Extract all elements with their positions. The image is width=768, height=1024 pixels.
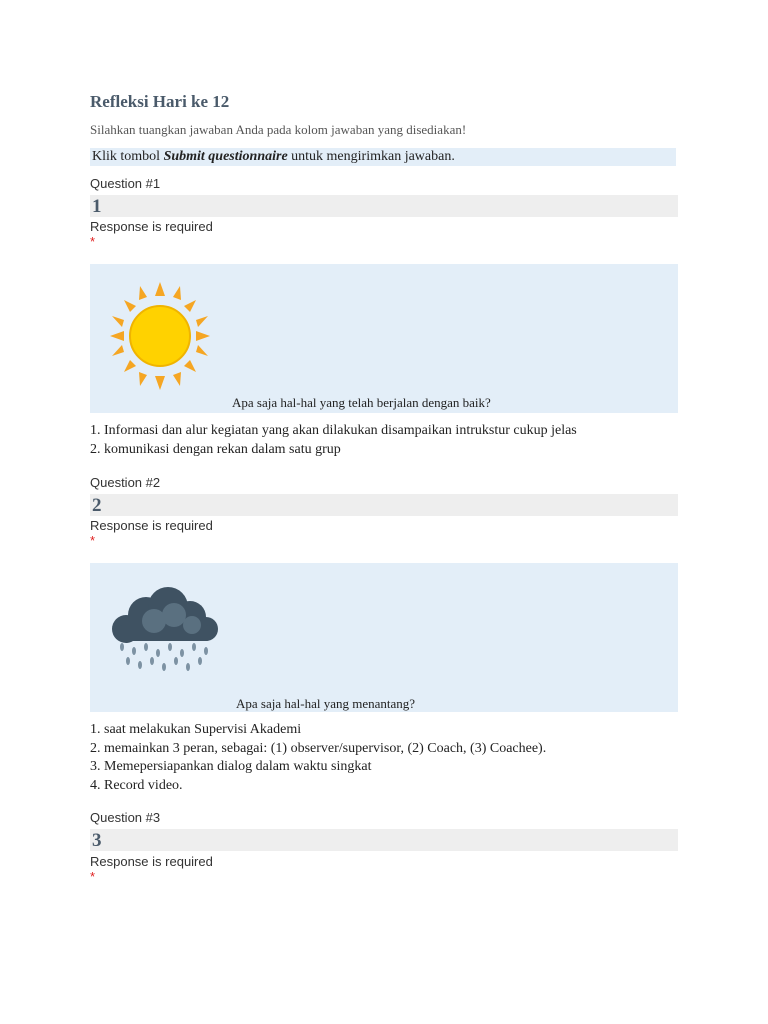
answer-line: 1. Informasi dan alur kegiatan yang akan dilakukan disampaikan intrukstur cukup jelas <box>90 423 577 438</box>
question-1-number: 1 <box>90 195 678 217</box>
question-2-number: 2 <box>90 494 678 516</box>
question-2-required-mark: * <box>90 533 96 548</box>
question-3-required-text: Response is required <box>90 854 213 869</box>
answer-line: 1. saat melakukan Supervisi Akademi <box>90 722 302 737</box>
answer-line: 2. komunikasi dengan rekan dalam satu grup <box>90 441 341 457</box>
question-3-required-mark: * <box>90 869 96 884</box>
question-2-prompt: Apa saja hal-hal yang menantang? <box>236 696 416 711</box>
question-2-required-text: Response is required <box>90 518 213 533</box>
question-2-answers <box>90 721 546 795</box>
page-title: Refleksi Hari ke 12 <box>90 92 230 111</box>
question-3-label: Question #3 <box>90 810 161 825</box>
question-1-prompt: Apa saja hal-hal yang telah berjalan dengan baik? <box>232 395 491 410</box>
question-1-label: Question #1 <box>90 176 161 191</box>
answer-line: 3. Memepersiapankan dialog dalam waktu singkat <box>90 759 372 774</box>
answer-line: 2. memainkan 3 peran, sebagai: (1) observer/supervisor, (2) Coach, (3) Coachee). <box>90 740 547 756</box>
question-1-required-mark: * <box>90 234 96 249</box>
submit-instruction <box>90 148 676 166</box>
question-1-answers <box>90 422 577 459</box>
rain-cloud-icon <box>104 585 224 677</box>
question-3-number: 3 <box>90 829 678 851</box>
answer-line: 4. Record video. <box>90 777 183 793</box>
sun-icon <box>108 280 212 392</box>
question-2-label: Question #2 <box>90 475 161 490</box>
instruction-submit-label: Submit questionnaire <box>163 149 288 164</box>
question-1-image-panel <box>90 264 678 413</box>
question-1-required-text: Response is required <box>90 219 213 234</box>
page-subtitle: Silahkan tuangkan jawaban Anda pada kolom jawaban yang disediakan! <box>90 122 467 137</box>
instruction-prefix: Klik tombol <box>92 149 164 164</box>
question-2-image-panel <box>90 563 678 712</box>
instruction-suffix: untuk mengirimkan jawaban. <box>287 149 455 164</box>
